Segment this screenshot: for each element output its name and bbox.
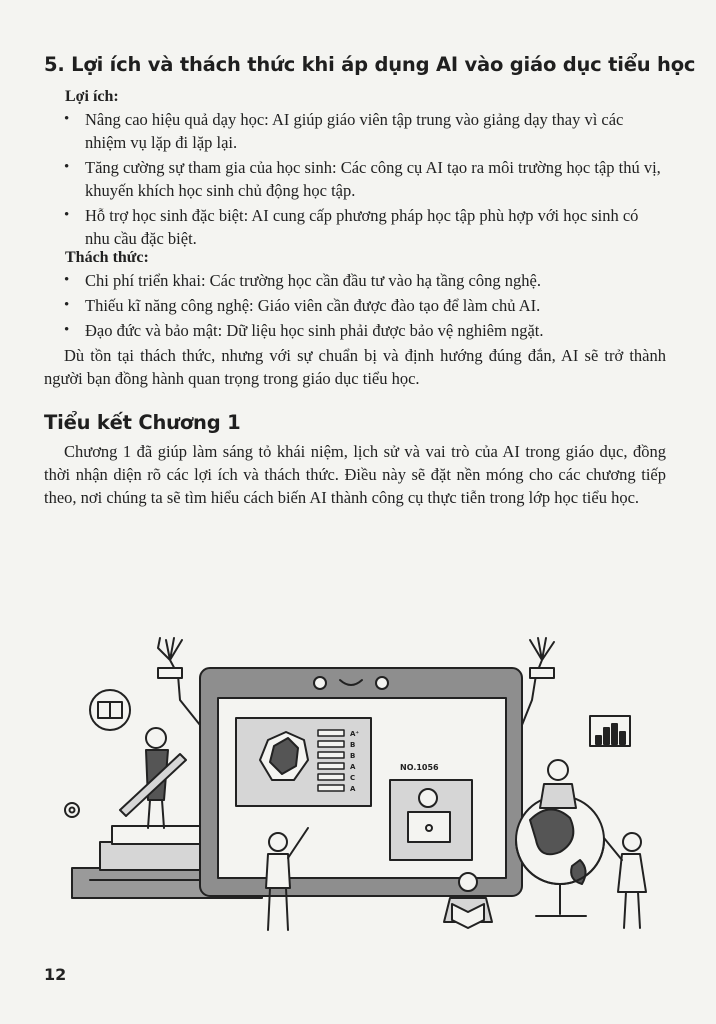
challenges-list (64, 269, 664, 344)
benefits-label: Lợi ích: (65, 88, 119, 105)
screen-label: NO.1056 (400, 763, 439, 772)
grade-label: A (350, 763, 356, 771)
list-item: • Nâng cao hiệu quả dạy học: AI giúp giáo viên tập trung vào giảng dạy thay vì các nhiệm vụ lặp đi lặp lại. (64, 108, 664, 154)
list-item: • Chi phí triển khai: Các trường học cần đầu tư vào hạ tầng công nghệ. (64, 269, 664, 292)
conclusion-paragraph: Dù tồn tại thách thức, nhưng với sự chuẩn bị và định hướng đúng đắn, AI sẽ trở thành người bạn đồng hành quan trọng trong giáo dục tiểu học. (44, 346, 666, 388)
grade-label: A⁺ (350, 730, 360, 738)
list-item: • Hỗ trợ học sinh đặc biệt: AI cung cấp phương pháp học tập phù hợp với học sinh có nhu cầu đặc biệt. (64, 204, 664, 250)
section-title: 5. Lợi ích và thách thức khi áp dụng AI vào giáo dục tiểu học (44, 53, 696, 76)
list-item: • Đạo đức và bảo mật: Dữ liệu học sinh phải được bảo vệ nghiêm ngặt. (64, 319, 664, 342)
grade-label: C (350, 774, 356, 782)
classroom-ai-illustration (60, 630, 660, 950)
summary-paragraph: Chương 1 đã giúp làm sáng tỏ khái niệm, lịch sử và vai trò của AI trong giáo dục, đồng thời nhận diện rõ các lợi ích và thách thức. Điều này sẽ đặt nền móng cho các chương tiếp theo, nơi chúng ta sẽ tìm hiểu cách biến AI thành công cụ thực tiễn trong lớp học tiểu học. (44, 442, 666, 507)
challenges-label: Thách thức: (65, 249, 149, 266)
grade-label: A (350, 785, 356, 793)
grade-label: B (350, 752, 356, 760)
summary-title: Tiểu kết Chương 1 (44, 411, 241, 434)
page-number: 12 (44, 965, 67, 984)
grade-label: B (350, 741, 356, 749)
list-item: • Tăng cường sự tham gia của học sinh: Các công cụ AI tạo ra môi trường học tập thú vị, khuyến khích học sinh chủ động học tập. (64, 156, 664, 202)
list-item: • Thiếu kĩ năng công nghệ: Giáo viên cần được đào tạo để làm chủ AI. (64, 294, 664, 317)
benefits-list (64, 108, 664, 252)
